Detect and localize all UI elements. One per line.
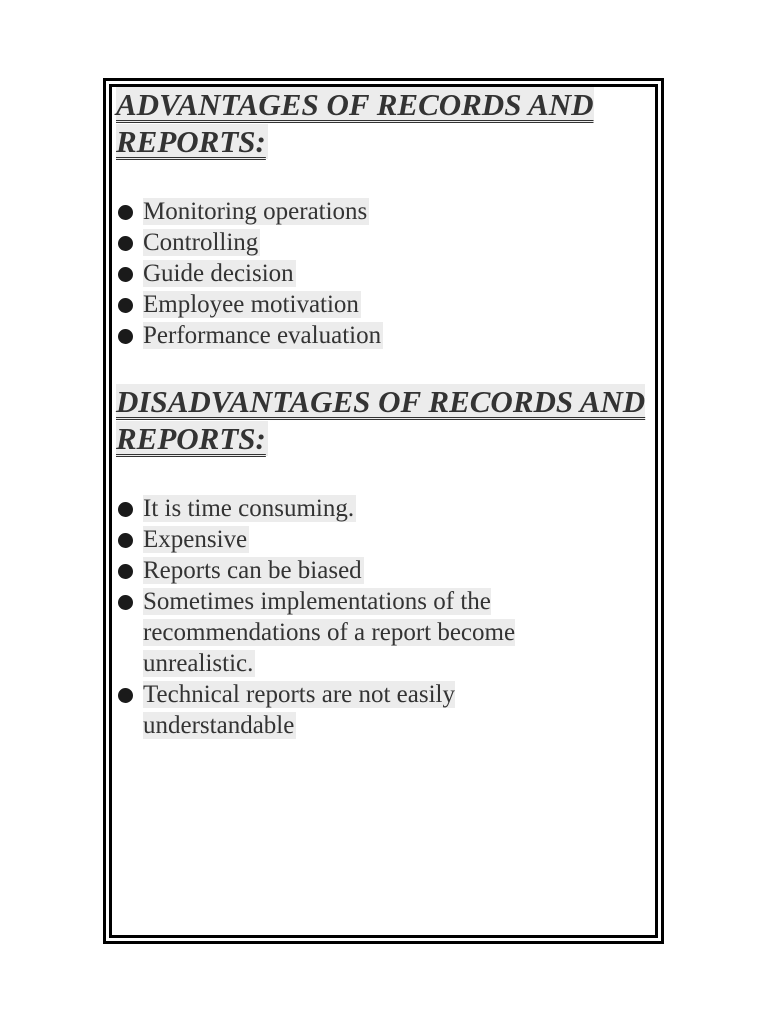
list-item: [116, 320, 646, 351]
bullet-icon: [118, 564, 133, 579]
bullet-icon: [118, 688, 133, 703]
advantages-heading: [116, 86, 646, 160]
bullet-icon: [118, 205, 133, 220]
disadvantages-list: [116, 493, 646, 741]
list-item: [116, 196, 646, 227]
list-item: [116, 555, 646, 586]
list-item: [116, 679, 533, 741]
list-item-text: Employee motivation: [143, 291, 359, 318]
advantages-list: [116, 196, 646, 351]
list-item: [116, 524, 646, 555]
bullet-icon: [118, 595, 133, 610]
list-item: [116, 586, 568, 679]
list-item-text: Reports can be biased: [143, 557, 362, 584]
list-item-text: It is time consuming.: [143, 495, 355, 522]
list-item: [116, 493, 646, 524]
bullet-icon: [118, 533, 133, 548]
list-item-text: Sometimes implementations of the recommendations of a report become unrealistic.: [143, 588, 516, 677]
bullet-icon: [118, 502, 133, 517]
list-item-text: Performance evaluation: [143, 322, 382, 349]
disadvantages-heading-text: DISADVANTAGES OF RECORDS AND REPORTS:: [116, 384, 646, 456]
list-item: [116, 227, 646, 258]
list-item-text: Technical reports are not easily understandable: [143, 681, 455, 739]
bullet-icon: [118, 236, 133, 251]
document-content: [116, 86, 646, 741]
bullet-icon: [118, 298, 133, 313]
advantages-heading-text: ADVANTAGES OF RECORDS AND REPORTS:: [116, 87, 594, 159]
list-item: [116, 258, 646, 289]
list-item-text: Guide decision: [143, 260, 294, 287]
list-item-text: Controlling: [143, 229, 259, 256]
list-item: [116, 289, 646, 320]
list-item-text: Monitoring operations: [143, 198, 368, 225]
bullet-icon: [118, 329, 133, 344]
list-item-text: Expensive: [143, 526, 248, 553]
bullet-icon: [118, 267, 133, 282]
disadvantages-heading: [116, 383, 646, 457]
